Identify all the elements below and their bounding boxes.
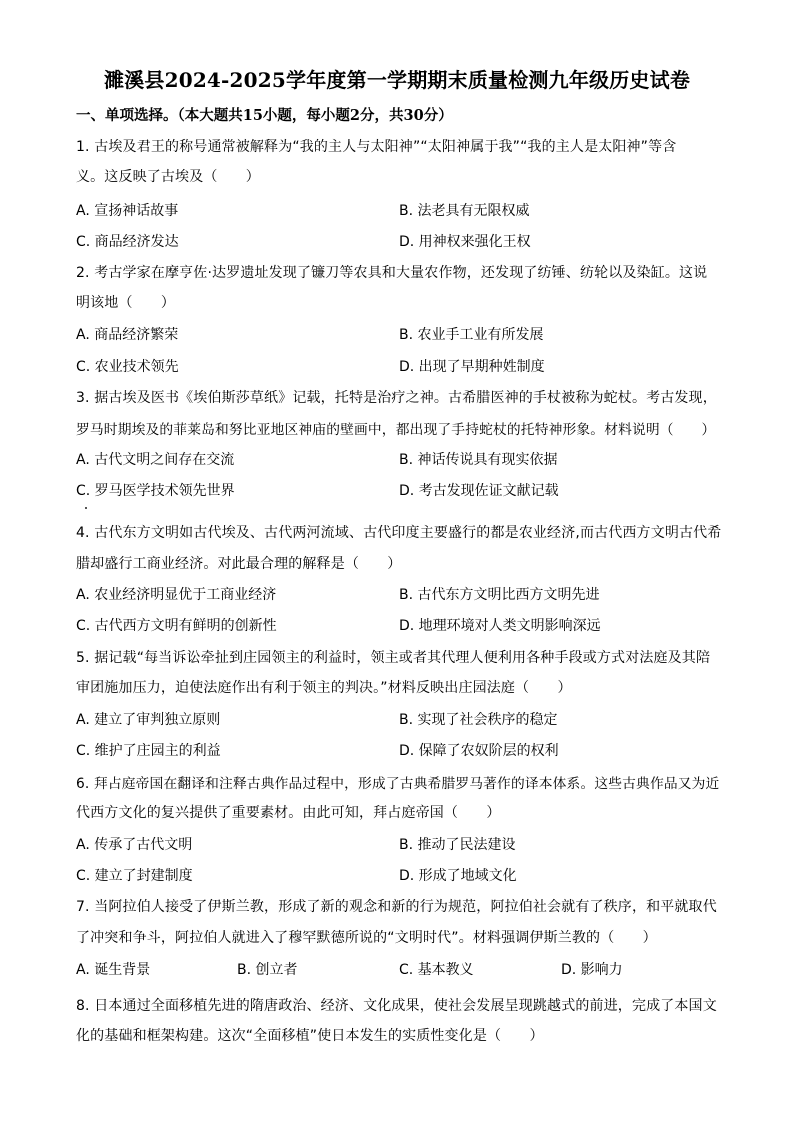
question-5-line-1: 5. 据记载“每当诉讼牵扯到庄园领主的利益时，领主或者其代理人便利用各种手段或方式对法庭及其陪 [76,650,711,666]
question-6-option-d: D. 形成了地域文化 [399,868,517,884]
question-6-line-2: 代西方文化的复兴提供了重要素材。由此可知，拜占庭帝国（ ） [76,805,501,821]
question-1-option-b: B. 法老具有无限权威 [399,203,530,219]
question-8-line-2: 化的基础和框架构建。这次“全面移植”使日本发生的实质性变化是（ ） [76,1028,544,1044]
question-3-option-a: A. 古代文明之间存在交流 [76,452,235,468]
question-6-option-c: C. 建立了封建制度 [76,868,193,884]
question-2-option-a: A. 商品经济繁荣 [76,327,179,343]
question-6-line-1: 6. 拜占庭帝国在翻译和注释古典作品过程中，形成了古典希腊罗马著作的译本体系。这些古典作品又为近 [76,776,720,792]
question-7-option-b: B. 创立者 [237,962,298,978]
question-5-option-b: B. 实现了社会秩序的稳定 [399,712,558,728]
question-3-line-1: 3. 据古埃及医书《埃伯斯莎草纸》记载，托特是治疗之神。古希腊医神的手杖被称为蛇杖。考古发现， [76,390,717,406]
question-3-option-d: D. 考古发现佐证文献记载 [399,483,559,499]
stray-dot [85,507,87,509]
question-4-option-c: C. 古代西方文明有鲜明的创新性 [76,618,277,634]
question-6-option-a: A. 传承了古代文明 [76,837,193,853]
question-7-line-2: 了冲突和争斗，阿拉伯人就进入了穆罕默德所说的“文明时代”。材料强调伊斯兰教的（ ） [76,930,657,946]
question-4-option-a: A. 农业经济明显优于工商业经济 [76,587,277,603]
question-7-option-a: A. 诞生背景 [76,962,151,978]
question-1-line-1: 1. 古埃及君王的称号通常被解释为“我的主人与太阳神”“太阳神属于我”“我的主人是太阳神”等含 [76,139,677,155]
question-8-line-1: 8. 日本通过全面移植先进的隋唐政治、经济、文化成果，使社会发展呈现跳越式的前进，完成了本国文 [76,998,717,1014]
question-3-option-c: C. 罗马医学技术领先世界 [76,483,235,499]
question-2-option-b: B. 农业手工业有所发展 [399,327,544,343]
question-2-line-1: 2. 考古学家在摩亨佐·达罗遗址发现了镰刀等农具和大量农作物，还发现了纺锤、纺轮以及染缸。这说 [76,265,708,281]
question-4-option-b: B. 古代东方文明比西方文明先进 [399,587,600,603]
question-7-option-c: C. 基本教义 [399,962,474,978]
question-7-option-d: D. 影响力 [561,962,623,978]
question-2-option-c: C. 农业技术领先 [76,359,179,375]
question-4-option-d: D. 地理环境对人类文明影响深远 [399,618,601,634]
question-5-option-c: C. 维护了庄园主的利益 [76,743,221,759]
question-7-line-1: 7. 当阿拉伯人接受了伊斯兰教，形成了新的观念和新的行为规范，阿拉伯社会就有了秩序，和平就取代 [76,899,717,915]
question-1-line-2: 义。这反映了古埃及（ ） [76,169,260,185]
question-2-option-d: D. 出现了早期种姓制度 [399,359,545,375]
question-1-option-c: C. 商品经济发达 [76,234,179,250]
question-3-line-2: 罗马时期埃及的菲莱岛和努比亚地区神庙的壁画中，都出现了手持蛇杖的托特神形象。材料说明（ ） [76,422,716,438]
question-5-option-d: D. 保障了农奴阶层的权利 [399,743,559,759]
question-4-line-1: 4. 古代东方文明如古代埃及、古代两河流域、古代印度主要盛行的都是农业经济,而古代西方文明古代希 [76,525,722,541]
question-4-line-2: 腊却盛行工商业经济。对此最合理的解释是（ ） [76,556,402,572]
page-title: 濉溪县2024-2025学年度第一学期期末质量检测九年级历史试卷 [103,68,691,92]
question-1-option-d: D. 用神权来强化王权 [399,234,531,250]
question-3-option-b: B. 神话传说具有现实依据 [399,452,558,468]
question-5-option-a: A. 建立了审判独立原则 [76,712,221,728]
question-1-option-a: A. 宣扬神话故事 [76,203,179,219]
question-2-line-2: 明该地（ ） [76,295,176,311]
question-5-line-2: 审团施加压力，迫使法庭作出有利于领主的判决。”材料反映出庄园法庭（ ） [76,680,572,696]
section-heading: 一、单项选择。（本大题共15小题，每小题2分，共30分） [76,107,453,124]
question-6-option-b: B. 推动了民法建设 [399,837,516,853]
